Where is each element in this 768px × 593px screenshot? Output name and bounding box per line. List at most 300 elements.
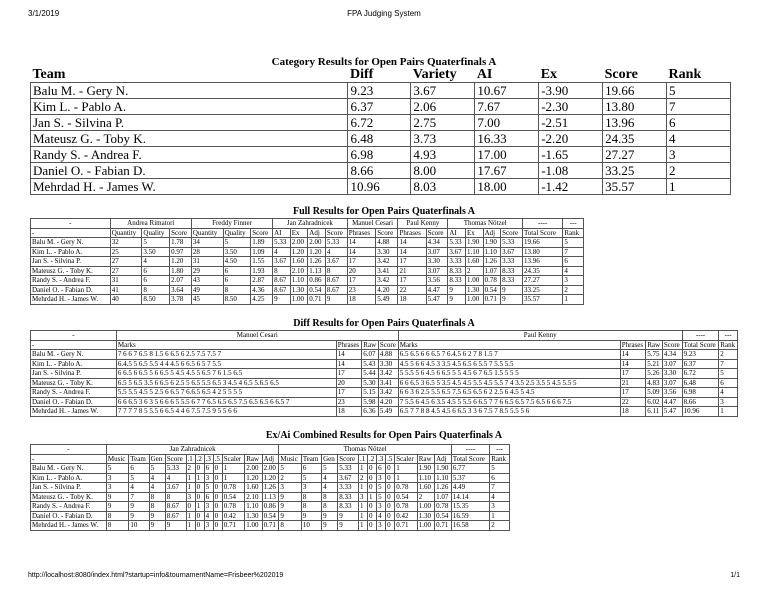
- table-cell: 8.67: [273, 276, 291, 286]
- table-cell: 4: [129, 483, 149, 493]
- table-cell: 14: [336, 359, 362, 369]
- table-cell: 2.00: [308, 238, 326, 248]
- table-cell: 6 6.5 6 6.5 5 6 6.5 5 4.5 4.5 5 6.5 7 6 1.5 6.5: [116, 369, 336, 379]
- table-cell: 7.67: [475, 99, 539, 115]
- table-cell: 9: [149, 511, 165, 521]
- table-cell: 4.25: [251, 295, 273, 305]
- table-cell: Mateusz G. - Toby K.: [31, 492, 107, 502]
- column-header: Score: [338, 454, 359, 464]
- table-cell: 3: [186, 492, 195, 502]
- table-cell: 1: [186, 521, 195, 531]
- table-cell: 4: [322, 473, 338, 483]
- table-cell: 8: [149, 492, 165, 502]
- table-cell: 5.44: [362, 369, 379, 379]
- table-cell: 3: [359, 492, 368, 502]
- column-header: .2: [368, 454, 377, 464]
- table-cell: -1.08: [539, 163, 603, 179]
- table-cell: 9: [501, 295, 523, 305]
- table-cell: 0: [386, 502, 395, 512]
- column-header: Total Score: [682, 340, 719, 350]
- table-cell: 18: [398, 295, 426, 305]
- table-cell: 1.30: [245, 511, 262, 521]
- table-cell: 3.56: [426, 276, 448, 286]
- table-cell: 0.71: [435, 521, 452, 531]
- column-header: Phrases: [336, 340, 362, 350]
- footer-url: http://localhost:8080/index.html?startup=info&tournamentName=Frisbeer%202019: [28, 572, 284, 579]
- column-header: AI: [448, 228, 466, 238]
- table-cell: 0: [195, 483, 204, 493]
- table-cell: 5: [490, 464, 510, 474]
- table-cell: 17.67: [475, 163, 539, 179]
- table-cell: 10: [301, 521, 321, 531]
- table-cell: 0: [368, 483, 377, 493]
- table-cell: 5: [129, 473, 149, 483]
- table-cell: 8: [149, 502, 165, 512]
- table-cell: 21: [398, 266, 426, 276]
- table-cell: 1: [563, 295, 584, 305]
- table-cell: 34: [191, 238, 223, 248]
- table-cell: 9.23: [348, 83, 411, 99]
- table-cell: 0.54: [395, 492, 418, 502]
- table-cell: 3.56: [662, 388, 682, 398]
- table-cell: 9: [165, 521, 186, 531]
- table-cell: 1.93: [251, 266, 273, 276]
- table-cell: 14: [620, 359, 646, 369]
- table-cell: 0: [195, 521, 204, 531]
- table-cell: 5: [377, 492, 386, 502]
- table-cell: 1: [359, 521, 368, 531]
- table-cell: 1.10: [417, 473, 434, 483]
- table-cell: 2: [279, 473, 302, 483]
- column-header: .5: [386, 454, 395, 464]
- table-cell: -2.30: [539, 99, 603, 115]
- group-header: ---: [563, 219, 584, 229]
- table-cell: 1: [719, 407, 738, 417]
- table-cell: 6: [563, 257, 584, 267]
- column-header: Rank: [668, 68, 702, 82]
- table-cell: 0: [368, 511, 377, 521]
- table-cell: 17.00: [475, 147, 539, 163]
- column-header: Score: [501, 228, 523, 238]
- table-cell: 3: [204, 521, 213, 531]
- table-cell: 18: [620, 407, 646, 417]
- table-cell: 8.00: [411, 163, 475, 179]
- group-header: Freddy Finner: [191, 219, 272, 229]
- table-cell: Kim L. - Pablo A.: [31, 473, 107, 483]
- table-cell: 4.83: [646, 378, 663, 388]
- table-row: [31, 511, 510, 521]
- table-cell: 14: [620, 350, 646, 360]
- table-cell: 6: [204, 492, 213, 502]
- table-cell: 9: [322, 521, 338, 531]
- table-cell: 3.50: [142, 247, 170, 257]
- table-cell: Mehrdad H. - James W.: [31, 179, 348, 195]
- table-row: [31, 179, 731, 195]
- column-header: Scaler: [395, 454, 418, 464]
- table-cell: 1: [359, 511, 368, 521]
- table-cell: 0.71: [262, 521, 279, 531]
- table-cell: 17: [398, 276, 426, 286]
- table-cell: 8.50: [223, 295, 251, 305]
- column-header: Quantity: [110, 228, 142, 238]
- full-results-table: [30, 218, 584, 305]
- table-cell: Mehrdad H. - James W.: [31, 521, 107, 531]
- table-cell: 1.13: [262, 492, 279, 502]
- table-cell: 24.35: [603, 131, 667, 147]
- table-cell: 1: [368, 492, 377, 502]
- table-cell: 5.15: [362, 388, 379, 398]
- group-header-row: [31, 331, 738, 341]
- table-cell: 1.60: [245, 483, 262, 493]
- table-cell: 0: [213, 483, 222, 493]
- table-cell: 3.07: [426, 266, 448, 276]
- table-cell: 3: [106, 473, 129, 483]
- column-header: Scaler: [222, 454, 245, 464]
- table-cell: 3.42: [378, 388, 398, 398]
- table-row: [31, 483, 510, 493]
- column-header: Phrases: [347, 228, 376, 238]
- group-header-row: [31, 219, 584, 229]
- group-header: ----: [682, 331, 719, 341]
- table-cell: 3: [563, 276, 584, 286]
- table-cell: 1.78: [170, 238, 192, 248]
- table-cell: 1.00: [417, 521, 434, 531]
- table-row: [31, 115, 731, 131]
- table-cell: 4.36: [251, 285, 273, 295]
- table-row: [31, 464, 510, 474]
- table-cell: 8.50: [142, 295, 170, 305]
- column-header: Team: [301, 454, 321, 464]
- table-cell: 5.49: [378, 407, 398, 417]
- table-row: [31, 502, 510, 512]
- table-cell: 5.75: [646, 350, 663, 360]
- sub-header-row: [31, 228, 584, 238]
- table-cell: 0.42: [222, 511, 245, 521]
- table-cell: 28: [191, 247, 223, 257]
- table-cell: 6: [204, 464, 213, 474]
- table-cell: 0: [195, 511, 204, 521]
- table-cell: 7 6 6 7 6.5 8 1.5 6 6.5 6 2.5 7.5 7.5 7: [116, 350, 336, 360]
- table-cell: 0.54: [308, 285, 326, 295]
- table-cell: 9: [279, 511, 302, 521]
- table-cell: 4.5 5 6 6 4.5 3 3.5 4.5 6.5 6 5.5 7 5.5 5.5: [398, 359, 620, 369]
- print-date: 3/1/2019: [28, 9, 60, 18]
- table-cell: 1.20: [308, 247, 326, 257]
- table-cell: 0.78: [222, 502, 245, 512]
- table-cell: Jan S. - Silvina P.: [31, 257, 111, 267]
- table-row: [31, 407, 738, 417]
- table-cell: 33.25: [603, 163, 667, 179]
- table-cell: 6 6 6.5 3 6.5 5 3.5 4.5 4.5 5.5 4.5 5.5 7 4 3.5 2.5 3.5 5 4.5 5.5 5: [398, 378, 620, 388]
- table-cell: 9: [325, 295, 347, 305]
- table-row: [31, 266, 584, 276]
- table-cell: 5: [106, 464, 129, 474]
- table-cell: 1.20: [170, 257, 192, 267]
- group-header: ----: [451, 445, 489, 455]
- table-cell: 4: [273, 247, 291, 257]
- table-cell: 1.90: [465, 238, 483, 248]
- table-cell: 5: [279, 464, 302, 474]
- table-cell: 2.07: [170, 276, 192, 286]
- table-cell: 0: [213, 492, 222, 502]
- table-cell: 27.27: [522, 276, 562, 286]
- table-cell: 27: [110, 266, 142, 276]
- table-cell: 20: [347, 266, 376, 276]
- table-cell: 4.47: [662, 397, 682, 407]
- table-cell: 13.96: [603, 115, 667, 131]
- table-cell: 6: [129, 464, 149, 474]
- table-cell: 8.03: [411, 179, 475, 195]
- table-cell: 1.10: [245, 502, 262, 512]
- table-cell: 41: [110, 285, 142, 295]
- table-cell: 22: [620, 397, 646, 407]
- table-cell: 0: [186, 502, 195, 512]
- table-cell: Kim L. - Pablo A.: [31, 359, 117, 369]
- table-cell: 6: [719, 378, 738, 388]
- table-cell: 4.20: [376, 285, 398, 295]
- table-cell: Jan S. - Silvina P.: [31, 115, 348, 131]
- table-cell: 3: [301, 483, 321, 493]
- table-cell: 6: [223, 276, 251, 286]
- table-cell: Balu M. - Gery N.: [31, 83, 348, 99]
- table-cell: 7 7 7 7 8 5 5.5 6 6.5 4 4 6 7.5 7.5 9 5 5 6 6: [116, 407, 336, 417]
- table-cell: 13.80: [522, 247, 562, 257]
- column-header: Raw: [362, 340, 379, 350]
- column-header: Score: [378, 340, 398, 350]
- column-header: .1: [186, 454, 195, 464]
- column-header: Marks: [398, 340, 620, 350]
- table-cell: 8: [301, 492, 321, 502]
- table-cell: 1.20: [245, 473, 262, 483]
- table-cell: 1.20: [290, 247, 308, 257]
- table-cell: 35.57: [603, 179, 667, 195]
- table-cell: 5.21: [646, 359, 663, 369]
- table-row: [31, 163, 731, 179]
- table-cell: 5.33: [273, 238, 291, 248]
- column-header: Score: [662, 340, 682, 350]
- table-cell: 3.73: [411, 131, 475, 147]
- table-cell: 1.07: [483, 266, 501, 276]
- table-cell: 5.33: [501, 238, 523, 248]
- table-cell: Mateusz G. - Toby K.: [31, 131, 348, 147]
- table-cell: 22: [398, 285, 426, 295]
- table-cell: 4: [322, 483, 338, 493]
- table-cell: 0: [213, 511, 222, 521]
- table-cell: 9: [338, 521, 359, 531]
- column-header: Total Score: [522, 228, 562, 238]
- table-cell: 1: [195, 473, 204, 483]
- table-cell: 8.33: [338, 492, 359, 502]
- table-cell: 3.41: [376, 266, 398, 276]
- table-cell: 1.09: [251, 247, 273, 257]
- column-header: Total Score: [451, 454, 489, 464]
- table-cell: 3.67: [325, 257, 347, 267]
- table-cell: 1.80: [170, 266, 192, 276]
- table-cell: 1.55: [251, 257, 273, 267]
- group-header-row: [31, 445, 510, 455]
- table-cell: 14: [398, 238, 426, 248]
- table-cell: 1: [395, 464, 418, 474]
- column-header: Adj: [262, 454, 279, 464]
- table-cell: 5.33: [448, 238, 466, 248]
- table-cell: 7: [129, 492, 149, 502]
- table-cell: Kim L. - Pablo A.: [31, 99, 348, 115]
- table-cell: 1.10: [483, 247, 501, 257]
- group-header: ---: [719, 331, 738, 341]
- table-row: [31, 473, 510, 483]
- group-header: Jan Zahradnicek: [106, 445, 278, 455]
- table-cell: 9: [129, 511, 149, 521]
- table-cell: 2: [465, 266, 483, 276]
- table-cell: 9: [149, 521, 165, 531]
- table-cell: 0: [195, 464, 204, 474]
- table-cell: 7.00: [475, 115, 539, 131]
- table-cell: 43: [191, 276, 223, 286]
- table-cell: Randy S. - Andrea F.: [31, 147, 348, 163]
- table-cell: 0.86: [262, 502, 279, 512]
- column-header: Team: [32, 68, 66, 82]
- table-cell: 1.30: [290, 285, 308, 295]
- table-cell: 5: [204, 483, 213, 493]
- group-header: -: [31, 219, 111, 229]
- table-cell: 6.5 6.5 6 6 6.5 7 6.4.5 6 2 7 8 1.5 7: [398, 350, 620, 360]
- table-cell: 3: [204, 473, 213, 483]
- table-cell: Balu M. - Gery N.: [31, 238, 111, 248]
- table-cell: 23: [336, 397, 362, 407]
- table-cell: 3.30: [378, 359, 398, 369]
- table-cell: 33.25: [522, 285, 562, 295]
- table-cell: 0.86: [308, 276, 326, 286]
- table-row: [31, 359, 738, 369]
- table-cell: 2: [719, 350, 738, 360]
- table-cell: 14: [347, 247, 376, 257]
- table-row: [31, 492, 510, 502]
- column-header: Adj: [435, 454, 452, 464]
- table-cell: 2: [490, 521, 510, 531]
- column-header: Diff: [349, 68, 374, 82]
- table-row: [31, 397, 738, 407]
- table-cell: 0.78: [483, 276, 501, 286]
- table-cell: 1.60: [417, 483, 434, 493]
- group-header: Manuel Cesari: [347, 219, 398, 229]
- table-cell: 27: [110, 257, 142, 267]
- table-cell: 9: [106, 502, 129, 512]
- table-cell: 14: [347, 238, 376, 248]
- table-cell: 8: [322, 492, 338, 502]
- table-cell: -2.20: [539, 131, 603, 147]
- table-cell: 6.98: [348, 147, 411, 163]
- table-row: [31, 295, 584, 305]
- table-cell: 8.67: [325, 276, 347, 286]
- column-header: Adj: [483, 228, 501, 238]
- column-header: Phrases: [398, 228, 426, 238]
- column-header: .3: [377, 454, 386, 464]
- table-cell: 0.78: [435, 502, 452, 512]
- table-cell: 4.20: [378, 397, 398, 407]
- table-row: [31, 257, 584, 267]
- table-cell: 1.26: [435, 483, 452, 493]
- table-cell: 0.71: [483, 295, 501, 305]
- table-cell: 0: [368, 473, 377, 483]
- table-cell: 6: [667, 115, 731, 131]
- group-header: -: [31, 445, 107, 455]
- table-cell: 4: [377, 511, 386, 521]
- table-cell: 1.00: [290, 295, 308, 305]
- table-cell: 8.67: [273, 285, 291, 295]
- table-cell: 0: [386, 483, 395, 493]
- table-cell: 3.64: [170, 285, 192, 295]
- table-row: [31, 147, 731, 163]
- table-cell: 5.33: [165, 464, 186, 474]
- table-cell: 10.67: [475, 83, 539, 99]
- table-cell: 0: [213, 464, 222, 474]
- table-cell: 6.36: [362, 407, 379, 417]
- table-cell: 3.67: [338, 473, 359, 483]
- table-cell: 1.30: [465, 285, 483, 295]
- table-cell: 5: [377, 483, 386, 493]
- table-cell: 1.60: [290, 257, 308, 267]
- table-row: [31, 378, 738, 388]
- table-cell: 17: [347, 257, 376, 267]
- table-cell: 8: [322, 502, 338, 512]
- table-cell: 8: [165, 492, 186, 502]
- table-cell: Daniel O. - Fabian D.: [31, 397, 117, 407]
- table-cell: 10.96: [682, 407, 719, 417]
- column-header: Rank: [719, 340, 738, 350]
- category-table: [30, 68, 731, 195]
- column-header: Phrases: [620, 340, 646, 350]
- table-cell: 3.42: [376, 276, 398, 286]
- table-cell: 9: [301, 511, 321, 521]
- table-cell: 17: [398, 257, 426, 267]
- table-row: [31, 285, 584, 295]
- table-cell: 1.90: [417, 464, 434, 474]
- table-cell: 4.93: [411, 147, 475, 163]
- table-cell: 6.77: [451, 464, 489, 474]
- group-header: Thomas Nötzel: [448, 219, 523, 229]
- table-cell: 6.4.5 5 6.5 5.5 4 4 4.5 6 6.5 6 5 7 5.5: [116, 359, 336, 369]
- table-cell: 5.30: [362, 378, 379, 388]
- table-cell: 5.09: [646, 388, 663, 398]
- table-cell: 3.07: [426, 247, 448, 257]
- table-cell: 24.35: [522, 266, 562, 276]
- column-header: Ex: [290, 228, 308, 238]
- table-cell: 6.48: [682, 378, 719, 388]
- table-cell: 1.10: [290, 276, 308, 286]
- table-cell: 3.78: [170, 295, 192, 305]
- table-cell: 9: [129, 502, 149, 512]
- table-cell: 2: [186, 464, 195, 474]
- table-cell: 5.33: [338, 464, 359, 474]
- table-cell: Balu M. - Gery N.: [31, 350, 117, 360]
- table-cell: 5.47: [426, 295, 448, 305]
- table-cell: 8.67: [165, 502, 186, 512]
- table-cell: 9: [106, 492, 129, 502]
- table-cell: 18: [347, 295, 376, 305]
- group-header: Paul Kenny: [398, 331, 682, 341]
- table-cell: 0: [368, 464, 377, 474]
- table-cell: 16.58: [451, 521, 489, 531]
- table-cell: 1: [667, 179, 731, 195]
- table-cell: 9: [279, 492, 302, 502]
- table-cell: 5.37: [451, 473, 489, 483]
- group-header: Paul Kenny: [398, 219, 448, 229]
- table-cell: 1.89: [251, 238, 273, 248]
- table-cell: 1.90: [435, 464, 452, 474]
- table-cell: 4.50: [223, 257, 251, 267]
- group-header: Andrea Rimatori: [110, 219, 191, 229]
- table-cell: 8: [223, 285, 251, 295]
